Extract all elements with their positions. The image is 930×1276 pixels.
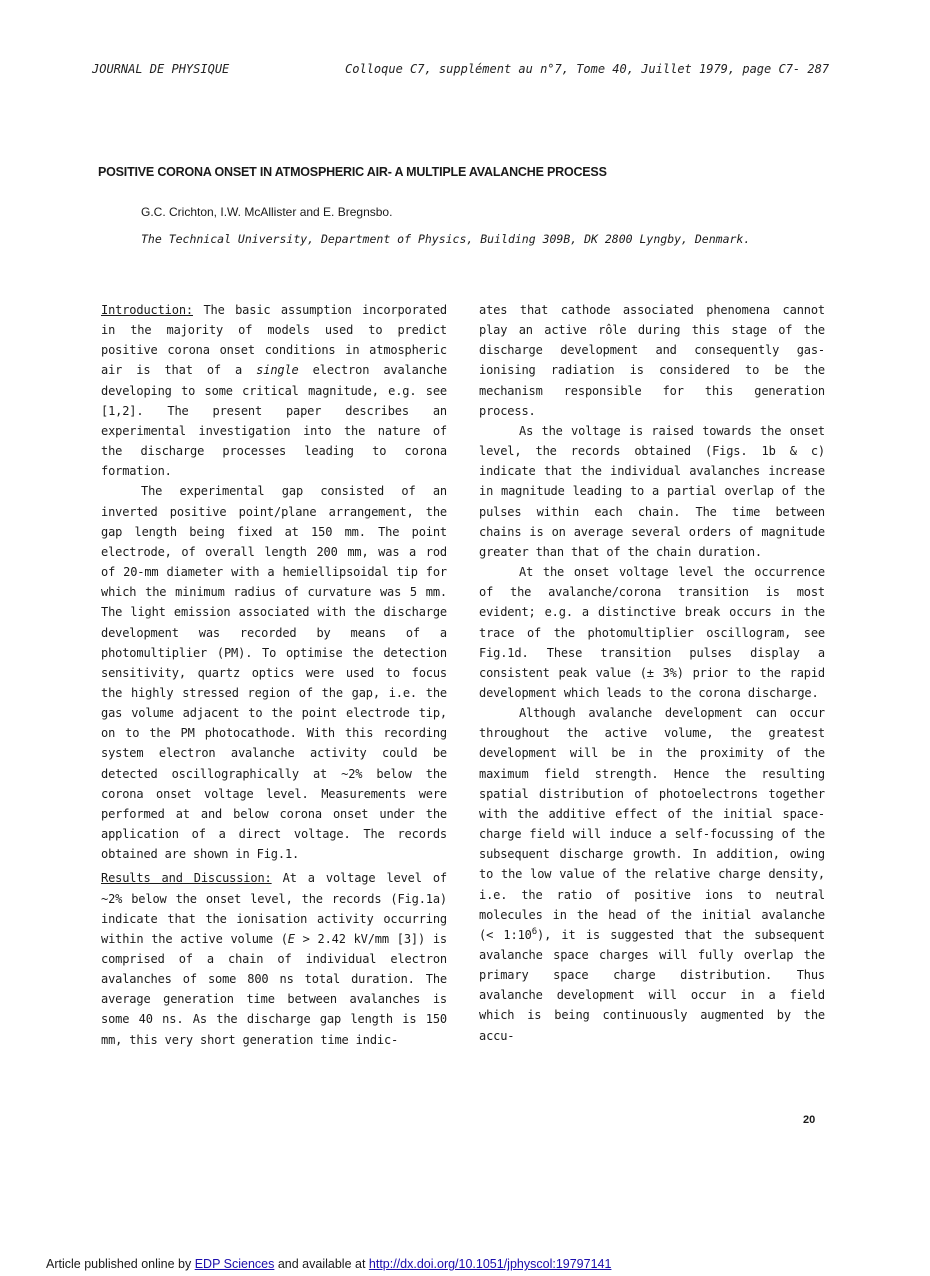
results-emphasis: E bbox=[287, 931, 295, 946]
right-text-b: ), it is suggested that the subsequent avalanche space charges will fully overlap the primary space charge distribution. Thus avalanche development will occur in a field which is being continuously augmented by the accu- bbox=[479, 927, 825, 1043]
results-text-b: > 2.42 kV/mm [3]) is comprised of a chain of individual electron avalanches of some 800 ns total duration. The average generation time between avalanches is some 40 ns. As the discharge gap length is 150 mm, this very short generation time indic- bbox=[101, 931, 447, 1047]
publication-footer bbox=[46, 1257, 611, 1271]
right-paragraph-3: At the onset voltage level the occurrence of the avalanche/corona transition is most evident; e.g. a distinctive break occurs in the trace of the photomultiplier oscillogram, see Fig.1d. These transition pulses display a consistent peak value (± 3%) prior to the rapid development which leads to the corona discharge. bbox=[479, 565, 825, 700]
exponent: 6 bbox=[531, 926, 537, 937]
right-column bbox=[479, 300, 825, 1046]
citation-line: Colloque C7, supplément au n°7, Tome 40, Juillet 1979, page C7- 287 bbox=[345, 62, 830, 76]
results-heading: Results and Discussion: bbox=[101, 871, 272, 886]
journal-name: JOURNAL DE PHYSIQUE bbox=[92, 62, 230, 76]
intro-paragraph-2: The experimental gap consisted of an inverted positive point/plane arrangement, the gap length being fixed at 150 mm. The point electrode, of overall length 200 mm, was a rod of 20-mm diameter with a hemiellipsoidal tip for which the minimum radius of curvature was 5 mm. The light emission associated with the discharge development was recorded by means of a photomultiplier (PM). To optimise the detection sensitivity, quartz optics were used to focus the highly stressed region of the gap, i.e. the gas volume adjacent to the point electrode tip, on to the PM photocathode. With this recording system electron avalanche activity could be detected oscillographically at ~2% below the corona onset voltage level. Measurements were performed at and below corona onset under the application of a direct voltage. The records obtained are shown in Fig.1. bbox=[101, 484, 447, 862]
affiliation: The Technical University, Department of Physics, Building 309B, DK 2800 Lyngby, Denmark. bbox=[141, 232, 751, 246]
right-paragraph-4 bbox=[479, 703, 825, 1046]
right-paragraph-1: ates that cathode associated phenomena cannot play an active rôle during this stage of the discharge development and consequently gas-ionising radiation is considered to be the mechanism responsible for this generation process. bbox=[479, 303, 825, 418]
footer-prefix: Article published online by bbox=[46, 1257, 195, 1271]
left-column bbox=[101, 300, 447, 1050]
article-title: POSITIVE CORONA ONSET IN ATMOSPHERIC AIR- A MULTIPLE AVALANCHE PROCESS bbox=[98, 165, 607, 179]
intro-heading: Introduction: bbox=[101, 303, 193, 317]
doi-link[interactable]: http://dx.doi.org/10.1051/jphyscol:19797141 bbox=[368, 1257, 612, 1271]
footer-middle: and available at bbox=[274, 1257, 369, 1271]
results-text-a: At a voltage level of ~2% below the onset level, the records (Fig.1a) indicate that the ionisation activity occurring within the active volume ( bbox=[101, 871, 447, 946]
publisher-link[interactable]: EDP Sciences bbox=[194, 1257, 275, 1271]
author-list: G.C. Crichton, I.W. McAllister and E. Bregnsbo. bbox=[141, 205, 393, 219]
right-text-a: Although avalanche development can occur throughout the active volume, the greatest development will be in the proximity of the maximum field strength. Hence the resulting spatial distribution of photoelectrons together with the additive effect of the initial space-charge field will induce a self-focussing of the subsequent discharge growth. In addition, owing to the low value of the relative charge density, i.e. the ratio of positive ions to neutral molecules in the head of the initial avalanche (< 1:10 bbox=[479, 706, 825, 942]
results-paragraph-1 bbox=[101, 868, 447, 1049]
intro-emphasis: single bbox=[256, 363, 299, 378]
intro-text-b: electron avalanche developing to some critical magnitude, e.g. see [1,2]. The present paper describes an experimental investigation into the nature of the discharge processes leading to corona formation. bbox=[101, 363, 447, 479]
page-number: 20 bbox=[803, 1114, 816, 1126]
right-paragraph-2: As the voltage is raised towards the onset level, the records obtained (Figs. 1b & c) indicate that the individual avalanches increase in magnitude leading to a partial overlap of the pulses within each chain. The time between chains is on average several orders of magnitude greater than that of the chain duration. bbox=[479, 423, 825, 559]
intro-paragraph-1 bbox=[101, 300, 447, 481]
intro-text-a: The basic assumption incorporated in the majority of models used to predict positive corona onset conditions in atmospheric air is that of a bbox=[101, 303, 448, 378]
